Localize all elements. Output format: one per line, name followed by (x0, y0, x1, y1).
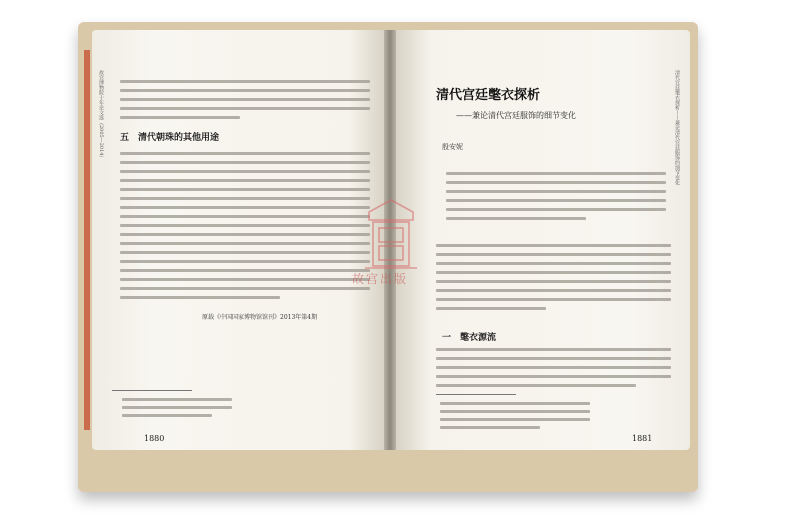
left-page (92, 30, 384, 450)
text-line (120, 89, 370, 92)
text-line (120, 251, 370, 254)
book-edge (84, 50, 90, 430)
left-page-number: 1880 (144, 434, 165, 443)
text-line (436, 307, 546, 310)
watermark-logo-icon (355, 196, 427, 306)
article-title: 清代宫廷氅衣探析 (436, 88, 541, 103)
text-line (120, 296, 280, 299)
text-line (440, 402, 590, 405)
text-line (440, 410, 590, 413)
text-line (436, 375, 671, 378)
text-line (446, 172, 666, 175)
left-section-heading: 五 清代朝珠的其他用途 (120, 133, 220, 143)
text-line (122, 414, 212, 417)
text-line (436, 253, 671, 256)
left-source-line: 原载《中国国家博物馆馆刊》2013年第4期 (202, 314, 318, 321)
text-line (436, 357, 671, 360)
text-line (436, 384, 636, 387)
text-line (446, 217, 586, 220)
text-line (120, 269, 370, 272)
text-line (120, 278, 370, 281)
text-line (440, 426, 540, 429)
text-line (436, 366, 671, 369)
article-subtitle: ——兼论清代宫廷服饰的细节变化 (456, 111, 576, 120)
text-line (446, 208, 666, 211)
left-side-header: 故宫博物院十年论文选（2005—2014） (98, 70, 104, 161)
text-line (120, 80, 370, 83)
text-line (436, 298, 671, 301)
article-author: 殷安妮 (442, 143, 463, 151)
text-line (120, 179, 370, 182)
text-line (120, 116, 240, 119)
right-footnote-rule (436, 394, 516, 395)
text-line (120, 188, 370, 191)
text-line (436, 289, 671, 292)
text-line (446, 199, 666, 202)
text-line (120, 98, 370, 101)
text-line (120, 242, 370, 245)
watermark-text: 故宫出版 (352, 272, 409, 286)
text-line (436, 271, 671, 274)
text-line (120, 161, 370, 164)
text-line (440, 418, 590, 421)
text-line (436, 262, 671, 265)
right-page (396, 30, 690, 450)
text-line (120, 152, 370, 155)
left-footnote-rule (112, 390, 192, 391)
text-line (436, 280, 671, 283)
right-side-header: 清代宫廷氅衣探析——兼论清代宫廷服饰的细节变化 (674, 70, 680, 185)
text-line (122, 398, 232, 401)
text-line (446, 190, 666, 193)
text-line (436, 244, 671, 247)
text-line (120, 224, 370, 227)
right-page-number: 1881 (632, 434, 653, 443)
text-line (120, 233, 370, 236)
text-line (120, 260, 370, 263)
text-line (436, 348, 671, 351)
text-line (122, 406, 232, 409)
text-line (120, 287, 370, 290)
text-line (120, 206, 370, 209)
right-section-heading: 一 氅衣源流 (442, 333, 497, 343)
text-line (120, 107, 370, 110)
text-line (446, 181, 666, 184)
text-line (120, 197, 370, 200)
text-line (120, 170, 370, 173)
text-line (120, 215, 370, 218)
